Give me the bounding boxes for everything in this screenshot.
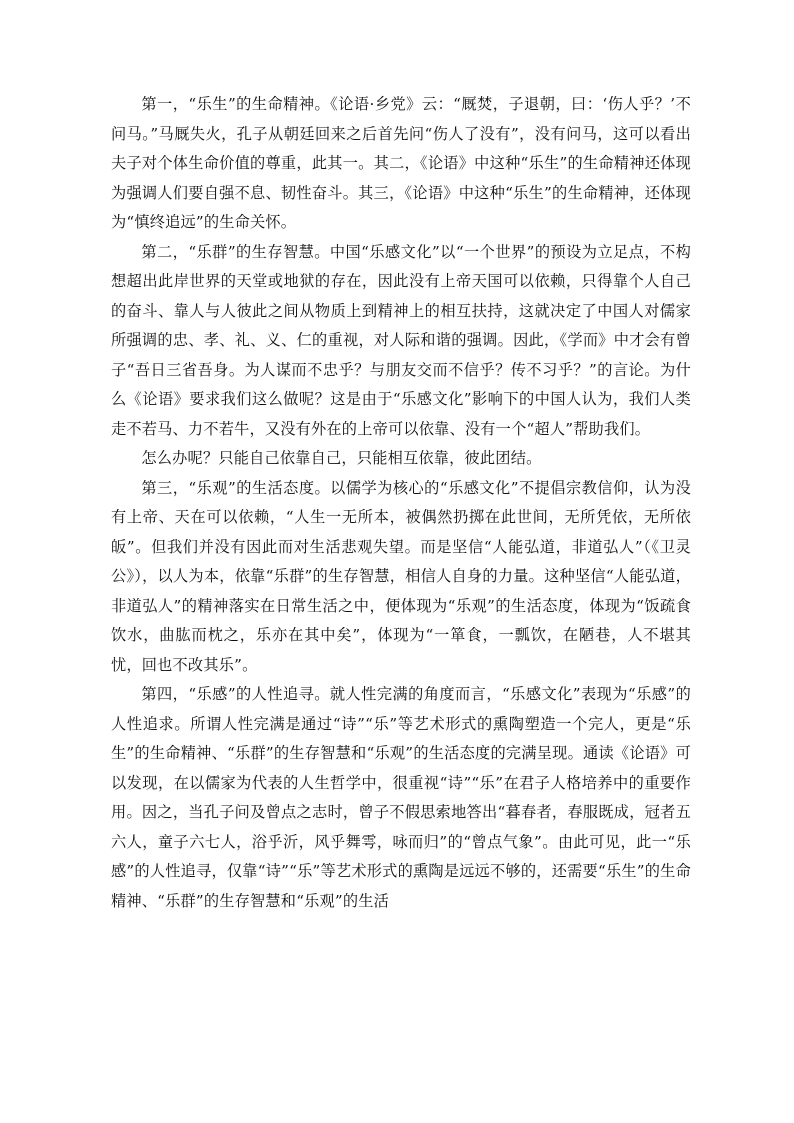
paragraph-le-gan: 第四，“乐感”的人性追寻。就人性完满的角度而言，“乐感文化”表现为“乐感”的人性追求。所谓人性完满是通过“诗”“乐”等艺术形式的熏陶塑造一个完人，更是“乐生”的生命精神、“乐群”的生存智慧和“乐观”的生活态度的完满呈现。通读《论语》可以发现，在以儒家为代表的人生哲学中，很重视“诗”“乐”在君子人格培养中的重要作用。因之，当孔子问及曾点之志时，曾子不假思索地答出“暮春者，春服既成，冠者五六人，童子六七人，浴乎沂，风乎舞雩，咏而归”的“曾点气象”。由此可见，此一“乐感”的人性追寻，仅靠“诗”“乐”等艺术形式的熏陶是远远不够的，还需要“乐生”的生命精神、“乐群”的生存智慧和“乐观”的生活: [111, 685, 691, 910]
article-body: [111, 90, 691, 916]
paragraph-le-sheng: 第一，“乐生”的生命精神。《论语·乡党》云：“厩焚，子退朝，曰：‘伤人乎？’不问马。”马厩失火，孔子从朝廷回来之后首先问“伤人了没有”，没有问马，这可以看出夫子对个体生命价值的尊重，此其一。其二，《论语》中这种“乐生”的生命精神还体现为强调人们要自强不息、韧性奋斗。其三，《论语》中这种“乐生”的生命精神，还体现为“慎终追远”的生命关怀。: [111, 95, 691, 231]
paragraph-how: 怎么办呢？只能自己依靠自己，只能相互依靠，彼此团结。: [141, 449, 542, 467]
paragraph-le-qun: 第二，“乐群”的生存智慧。中国“乐感文化”以“一个世界”的预设为立足点，不构想超出此岸世界的天堂或地狱的存在，因此没有上帝天国可以依赖，只得靠个人自己的奋斗、靠人与人彼此之间从物质上到精神上的相互扶持，这就决定了中国人对儒家所强调的忠、孝、礼、义、仁的重视，对人际和谐的强调。因此，《学而》中才会有曾子“吾日三省吾身。为人谋而不忠乎？与朋友交而不信乎？传不习乎？”的言论。为什么《论语》要求我们这么做呢？这是由于“乐感文化”影响下的中国人认为，我们人类走不若马、力不若牛，又没有外在的上帝可以依靠、没有一个“超人”帮助我们。: [111, 242, 691, 438]
paragraph-le-guan: 第三，“乐观”的生活态度。以儒学为核心的“乐感文化”不提倡宗教信仰，认为没有上帝、天在可以依赖，“人生一无所本，被偶然扔掷在此世间，无所凭依，无所依皈”。但我们并没有因此而对生活悲观失望。而是坚信“人能弘道，非道弘人”（《卫灵公》），以人为本，依靠“乐群”的生存智慧，相信人自身的力量。这种坚信“人能弘道，非道弘人”的精神落实在日常生活之中，便体现为“乐观”的生活态度，体现为“饭疏食饮水，曲肱而枕之，乐亦在其中矣”，体现为“一箪食，一瓢饮，在陋巷，人不堪其忧，回也不改其乐”。: [111, 478, 691, 674]
